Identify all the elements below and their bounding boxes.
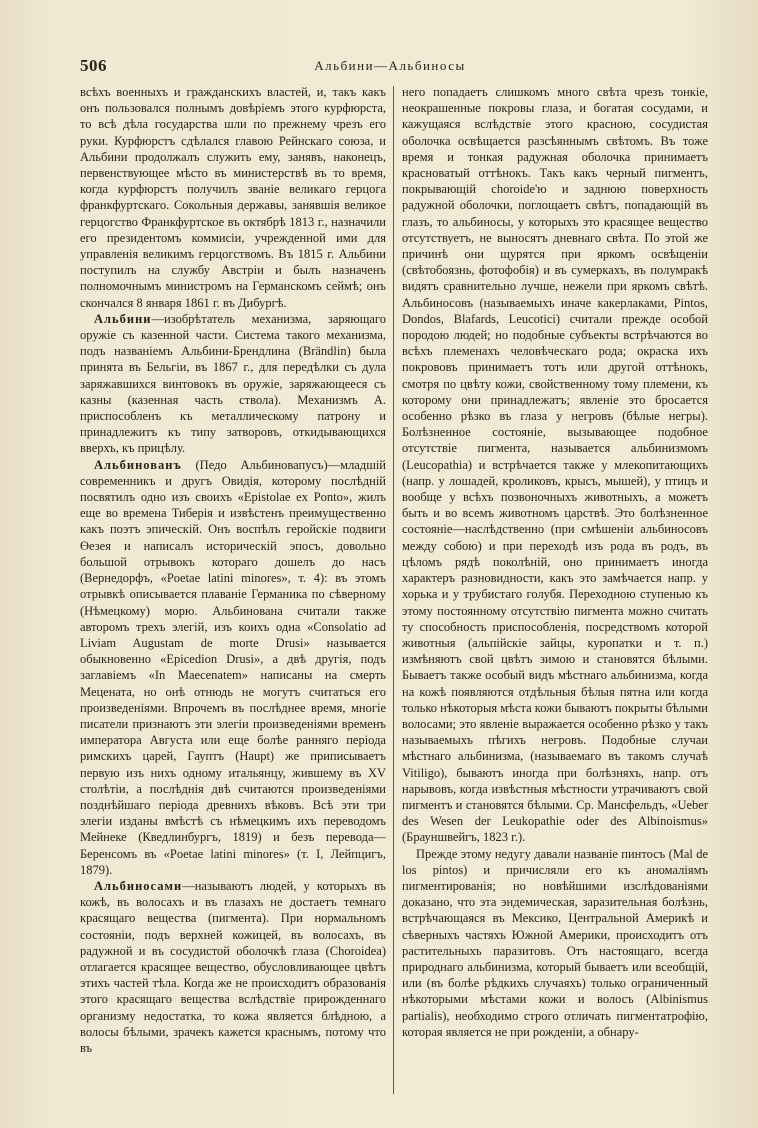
paragraph bbox=[402, 846, 708, 1040]
right-column bbox=[402, 84, 708, 1096]
entry-albinovan bbox=[80, 457, 386, 878]
paragraph-text: него попадаетъ слишкомъ много свѣта чрезъ тонкіе, неокрашенные покровы глаза, и богатая сосудами, и кажущаяся вслѣдствіе этого красною, сосудистая оболочка освѣщается разсѣяннымъ свѣтомъ. Въ тоже время и тонкая радужная оболочка принимаетъ красноватый оттѣнокъ. Такъ какъ черный пигментъ, покрывающій choroidе'ю и заднюю поверхность радужной оболочки, поглощаетъ свѣтъ, попадающій въ глазъ, то альбиносы, у которыхъ это красящее вещество отсутствуетъ, не выносятъ дневнаго свѣта. По этой же причинѣ они щурятся при яркомъ освѣщеніи (свѣтобоязнь, фотофобія) и въ сумеркахъ, въ полумракѣ видятъ сравнительно лучше, нежели при яркомъ свѣтѣ. Альбиносовъ (называемыхъ иначе какерлаками, Pintos, Dondos, Blafards, Leucotici) считали прежде особой породою людей; но подобные субъекты встрѣчаются во всѣхъ племенахъ человѣческаго рода; окраска ихъ покрововъ принимаетъ тотъ или другой оттѣнокъ, смотря по цвѣту кожи, свойственному тому племени, къ которому они принадлежатъ; явленіе это бросается особенно рѣзко въ глаза у негровъ (бѣлые негры). Болѣзненное состояніе, вызывающее подобное отсутствіе пигмента, называется альбинизмомъ (Leucopathia) и встрѣчается также у млекопитающихъ (напр. у лошадей, кроликовъ, крысъ, мышей), у птицъ и вообще у всѣхъ позвоночныхъ животныхъ, а можетъ быть и во всемъ животномъ царствѣ. Это болѣзненное состояніе—наслѣдственно (при смѣшеніи альбиносовъ между собою) и при переходѣ изъ рода въ родъ, въ цѣломъ рядѣ поколѣній, оно принимаетъ иногда характеръ разновидности, какъ это замѣчается напр. у хорька и у трубистаго голубя. Переходною ступенью къ этому постоянному отсутствію пигмента можно считать ту способность приспособленія, посредствомъ которой животныя (альпійскіе зайцы, куропатки и т. п.) измѣняютъ свой цвѣтъ зимою и становятся бѣлыми. Бываетъ также особый видъ мѣстнаго альбинизма, когда на кожѣ появляются отдѣльныя бѣлыя пятна или когда только нѣкоторыя мѣста кожи бываютъ покрыты бѣлыми волосами; это явленіе выражается особенно рѣзко у такъ называемыхъ пѣгихъ негровъ. Подобные случаи мѣстнаго альбинизма, (называемаго въ такомъ случаѣ Vitiligo), бываютъ иногда при болѣзняхъ, напр. отъ нарывовъ, когда извѣстныя мѣстности утрачиваютъ свой пигментъ и становятся бѣлыми. Ср. Мансфельдъ, «Ueber des Wesen der Leukopathie oder des Albinoismus» (Брауншвейгъ, 1823 г.). bbox=[402, 85, 708, 845]
entry-headword: Альбинованъ bbox=[94, 457, 182, 472]
paragraph-text: всѣхъ военныхъ и гражданскихъ властей, и, такъ какъ онъ пользовался полнымъ довѣріемъ этого курфюрста, то всѣ дѣла государства шли по прежнему чрезъ его руки. Курфюрстъ сдѣлался главою Рейнскаго союза, и Альбини продолжалъ служить ему, занявъ, наконецъ, первенствующее мѣсто въ министерствѣ въ то время, когда курфюрстъ получилъ званіе великаго герцога франкфуртскаго. Сокольныя державы, занявшія великое герцогство Франкфуртское въ октябрѣ 1813 г., назначили его президентомъ коммисіи, учрежденной ими для управленія великимъ герцогствомъ. Въ 1815 г. Альбини поступилъ на службу Австріи и былъ назначенъ полномочнымъ министромъ на Германскомъ сеймѣ; онъ скончался 8 января 1861 г. въ Дибургѣ. bbox=[80, 85, 386, 310]
entry-headword: Альбини bbox=[94, 311, 152, 326]
entry-headword: Альбиносами bbox=[94, 878, 183, 893]
page-number: 506 bbox=[80, 56, 107, 75]
paragraph bbox=[80, 84, 386, 311]
entry-albinos bbox=[80, 878, 386, 1056]
left-column bbox=[80, 84, 386, 1096]
entry-text: —называютъ людей, у которыхъ въ кожѣ, въ волосахъ и въ глазахъ не достаетъ темнаго красящаго вещества (пигмента). При нормальномъ состояніи, подъ верхней кожицей, въ волосахъ, въ радужной и въ сосудистой оболочкѣ глаза (Choroidea) отлагается красящее вещество, обусловливающее цвѣтъ этихъ частей тѣла. Когда же не происходитъ образованія этого красящаго вещества вслѣдствіе прирожденнаго организму недостатка, то кожа является блѣдною, а волосы бѣлыми, зрачекъ кажется краснымъ, потому что въ bbox=[80, 878, 386, 1055]
entry-text: (Педо Альбиновапусъ)—младшій современникъ и другъ Овидія, которому послѣдній посвятилъ одно изъ своихъ «Epistolae ex Ponto», жилъ еще во времена Тиберія и извѣстенъ преимущественно какъ поэтъ эпическій. Онъ воспѣлъ геройскіе подвиги Өезея и написалъ историческій эпосъ, довольно большой отрывокъ котораго дошелъ до насъ (Вернедорфъ, «Poetae latini minores», т. 4): въ этомъ отрывкѣ описывается плаваніе Германика по сѣверному (Нѣмецкому) морю. Альбинована считали также авторомъ трехъ элегій, изъ коихъ одна «Consolatio ad Liviam Augustam de morte Drusi» называется обыкновенно «Epicedion Drusi», а двѣ другія, подъ заглавіемъ «In Maecenatem» написаны на смерть Мецената, но онѣ отнюдь не могутъ считаться его произведеніями. Впрочемъ въ послѣднее время, многіе писатели признаютъ эти элегіи произведеніями временъ императора Августа или еще болѣе ранняго періода римскихъ царей, Гауптъ (Haupt) же приписываетъ первую изъ нихъ одному итальянцу, жившему въ XV столѣтіи, а послѣднія двѣ считаются произведеніями позднѣйшаго періода древнихъ вѣковъ. Всѣ эти три элегіи изданы вмѣстѣ съ нѣмецкимъ ихъ переводомъ Мейнеке (Кведлинбургъ, 1819) и безъ перевода—Беренсомъ въ «Poetae latini minores» (т. I, Лейпцигъ, 1879). bbox=[80, 457, 386, 877]
page-header bbox=[80, 56, 700, 78]
paragraph bbox=[402, 84, 708, 846]
entry-text: —изобрѣтатель механизма, заряющаго оружіе съ казенной части. Система такого механизма, подъ названіемъ Альбини-Брендлина (Brändlin) была принята въ Бельгіи, въ 1867 г., для передѣлки съ дула заряжавшихся винтовокъ въ оружіе, заряжающееся съ казны (казенная часть ствола). Механизмъ А. приспособленъ къ металлическому патрону и принадлежитъ къ типу затворовъ, откидывающихся вверхъ, къ прицѣлу. bbox=[80, 311, 386, 456]
paragraph-text: Прежде этому недугу давали названіе пинтосъ (Mal de los pintos) и причисляли его къ аномаліямъ пигментированія; но новѣйшими изслѣдованіями доказано, что эта эндемическая, заразительная болѣзнь, встрѣчающаяся въ Мексико, Центральной Америкѣ и сѣверныхъ частяхъ Южной Америки, происходитъ отъ растительныхъ паразитовъ. Отъ настоящаго, всегда природнаго альбинизма, который бываетъ или всеобщій, или (въ болѣе рѣдкихъ случаяхъ) только ограниченный нѣкоторыми мѣстами кожи и волосъ (Albinismus partialis), необходимо строго отличать пигментатрофію, которая является не при рожденіи, а обнару- bbox=[402, 846, 708, 1039]
running-title: Альбини—Альбиносы bbox=[314, 58, 466, 73]
column-divider bbox=[393, 86, 394, 1094]
entry-albini bbox=[80, 311, 386, 457]
